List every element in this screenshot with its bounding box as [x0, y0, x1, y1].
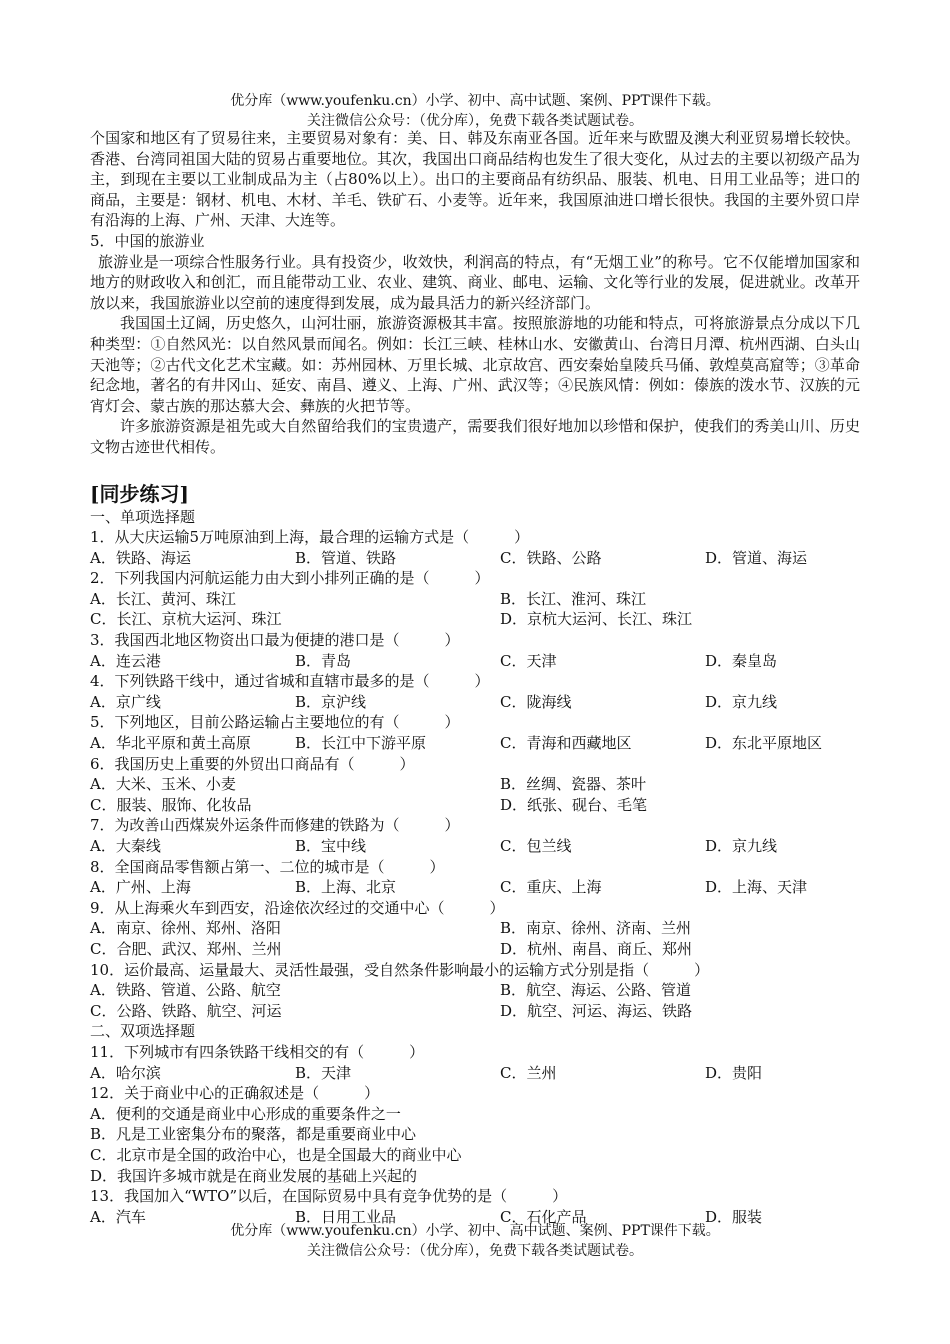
document-body: [90, 128, 860, 1227]
option-b: B．长江中下游平原: [295, 734, 427, 753]
option-d: D．上海、天津: [705, 878, 808, 897]
option-d: D．秦皇岛: [705, 651, 778, 670]
question-6-options-cd: [90, 795, 860, 816]
option-a: A．大秦线: [90, 837, 161, 855]
question-13: 13．我国加入“WTO”以后，在国际贸易中具有竞争优势的是（ ）: [90, 1187, 568, 1206]
option-c: C．陇海线: [500, 692, 572, 711]
trade-paragraph: 个国家和地区有了贸易往来，主要贸易对象有：美、日、韩及东南亚各国。近年来与欧盟及澳大利亚贸易增长较快。香港、台湾同祖国大陆的贸易占重要地位。其次，我国出口商品结构也发生了很大变化，从过去的主要以初级产品为主，到现在主要以工业制成品为主（占80%以上）。出口的主要商品有纺织品、服装、机电、日用工业品等；进口的商品，主要是：钢材、机电、木材、羊毛、铁矿石、小麦等。近年来，我国原油进口增长很快。我国的主要外贸口岸有沿海的上海、广州、天津、大连等。: [90, 129, 860, 230]
option-a: A．华北平原和黄土高原: [90, 734, 251, 753]
option-c: C．包兰线: [500, 837, 572, 855]
section-heading-tourism: 5．中国的旅游业: [90, 231, 205, 250]
option-a: A．铁路、海运: [90, 548, 191, 567]
option-c: C．服装、服饰、化妆品: [90, 795, 252, 814]
option-c: C．铁路、公路: [500, 548, 602, 567]
option-c: C．天津: [500, 651, 557, 670]
question-9-options-cd: [90, 939, 860, 960]
option-d: D．东北平原地区: [705, 734, 823, 753]
question-5: 5．下列地区，目前公路运输占主要地位的有（ ）: [90, 713, 460, 732]
page-header: [90, 91, 860, 131]
question-6-options-ab: [90, 774, 860, 795]
question-7-options: [90, 836, 860, 857]
question-5-options: [90, 733, 860, 754]
option-a: A．便利的交通是商业中心形成的重要条件之一: [90, 1104, 401, 1123]
question-3-options: [90, 651, 860, 672]
option-c: C．兰州: [500, 1063, 557, 1082]
question-11: 11．下列城市有四条铁路干线相交的有（ ）: [90, 1042, 425, 1061]
option-d: D．京九线: [705, 692, 778, 711]
option-d: D．贵阳: [705, 1063, 763, 1082]
footer-line-1: 优分库（www.youfenku.cn）小学、初中、高中试题、案例、PPT课件下载。: [230, 1223, 720, 1239]
question-1: 1．从大庆运输5万吨原油到上海，最合理的运输方式是（ ）: [90, 528, 530, 547]
part-heading-single: 一、单项选择题: [90, 507, 196, 526]
question-7: 7．为改善山西煤炭外运条件而修建的铁路为（ ）: [90, 816, 460, 835]
option-b: B．南京、徐州、济南、兰州: [500, 919, 692, 938]
option-b: B．上海、北京: [295, 878, 397, 897]
question-4-options: [90, 692, 860, 713]
option-a: A．哈尔滨: [90, 1063, 161, 1082]
option-b: B．凡是工业密集分布的聚落，都是重要商业中心: [90, 1125, 417, 1144]
question-6: 6．我国历史上重要的外贸出口商品有（ ）: [90, 754, 415, 773]
option-a: A．长江、黄河、珠江: [90, 589, 236, 608]
question-10-options-cd: [90, 1001, 860, 1022]
question-10: 10．运价最高、运量最大、灵活性最强，受自然条件影响最小的运输方式分别是指（ ）: [90, 960, 710, 979]
option-a: A．连云港: [90, 651, 161, 670]
question-12: 12．关于商业中心的正确叙述是（ ）: [90, 1084, 380, 1103]
question-2-options-ab: [90, 589, 860, 610]
option-d: D．杭州、南昌、商丘、郑州: [500, 939, 693, 958]
option-b: B．天津: [295, 1063, 352, 1082]
option-a: A．京广线: [90, 692, 161, 711]
tourism-paragraph-2: 我国国土辽阔，历史悠久，山河壮丽，旅游资源极其丰富。按照旅游地的功能和特点，可将旅游景点分成以下几种类型：①自然风光：以自然风景而闻名。例如：长江三峡、桂林山水、安徽黄山、台湾日月潭、杭州西湖、白头山天池等；②古代文化艺术宝藏。如：苏州园林、万里长城、北京故宫、西安秦始皇陵兵马俑、敦煌莫高窟等；③革命纪念地，著名的有井冈山、延安、南昌、遵义、上海、广州、武汉等；④民族风情：例如：傣族的泼水节、汉族的元宵灯会、蒙古族的那达慕大会、彝族的火把节等。: [90, 314, 860, 415]
page-footer: [90, 1221, 860, 1261]
tourism-paragraph-1: 旅游业是一项综合性服务行业。具有投资少，收效快，利润高的特点，有“无烟工业”的称号。它不仅能增加国家和地方的财政收入和创汇，而且能带动工业、农业、建筑、商业、邮电、运输、文化等行业的发展，促进就业。改革开放以来，我国旅游业以空前的速度得到发展，成为最具活力的新兴经济部门。: [90, 252, 860, 312]
option-b: B．管道、铁路: [295, 548, 397, 567]
question-8-options: [90, 877, 860, 898]
option-b: B．日用工业品: [295, 1207, 397, 1226]
option-b: B．丝绸、瓷器、茶叶: [500, 775, 647, 794]
option-c: C．石化产品: [500, 1207, 587, 1226]
question-1-options: [90, 548, 860, 569]
question-2-options-cd: [90, 609, 860, 630]
part-heading-double: 二、双项选择题: [90, 1022, 196, 1041]
option-d: D．京杭大运河、长江、珠江: [500, 610, 693, 629]
question-8: 8．全国商品零售额占第一、二位的城市是（ ）: [90, 857, 445, 876]
option-a: A．南京、徐州、郑州、洛阳: [90, 919, 281, 938]
option-c: C．重庆、上海: [500, 878, 602, 897]
question-9-options-ab: [90, 918, 860, 939]
question-2: 2．下列我国内河航运能力由大到小排列正确的是（ ）: [90, 569, 490, 588]
option-c: C．公路、铁路、航空、河运: [90, 1001, 282, 1020]
option-b: B．青岛: [295, 651, 352, 670]
question-10-options-ab: [90, 980, 860, 1001]
option-d: D．航空、河运、海运、铁路: [500, 1001, 693, 1020]
option-b: B．京沪线: [295, 692, 367, 711]
header-line-1: 优分库（www.youfenku.cn）小学、初中、高中试题、案例、PPT课件下载。: [230, 93, 720, 109]
header-line-2: 关注微信公众号：（优分库），免费下载各类试题试卷。: [307, 113, 643, 129]
question-3: 3．我国西北地区物资出口最为便捷的港口是（ ）: [90, 631, 460, 650]
option-a: A．汽车: [90, 1207, 146, 1226]
question-4: 4．下列铁路干线中，通过省城和直辖市最多的是（ ）: [90, 672, 490, 691]
question-11-options: [90, 1063, 860, 1084]
option-d: D．服装: [705, 1207, 763, 1226]
option-c: C．青海和西藏地区: [500, 734, 632, 753]
option-b: B．宝中线: [295, 837, 367, 855]
tourism-paragraph-3: 许多旅游资源是祖先或大自然留给我们的宝贵遗产，需要我们很好地加以珍惜和保护，使我们的秀美山川、历史文物古迹世代相传。: [90, 417, 860, 456]
option-d: D．京九线: [705, 837, 778, 855]
option-a: A．大米、玉米、小麦: [90, 775, 236, 794]
option-d: D．管道、海运: [705, 548, 808, 567]
option-c: C．合肥、武汉、郑州、兰州: [90, 939, 282, 958]
option-d: D．我国许多城市就是在商业发展的基础上兴起的: [90, 1166, 418, 1185]
footer-line-2: 关注微信公众号：（优分库），免费下载各类试题试卷。: [307, 1243, 643, 1259]
option-b: B．航空、海运、公路、管道: [500, 981, 692, 1000]
question-9: 9．从上海乘火车到西安，沿途依次经过的交通中心（ ）: [90, 898, 505, 917]
option-c: C．北京市是全国的政治中心，也是全国最大的商业中心: [90, 1145, 462, 1164]
option-c: C．长江、京杭大运河、珠江: [90, 610, 282, 629]
option-a: A．铁路、管道、公路、航空: [90, 981, 281, 1000]
option-a: A．广州、上海: [90, 878, 191, 897]
option-d: D．纸张、砚台、毛笔: [500, 795, 648, 814]
exercise-title: [同步练习]: [90, 481, 189, 506]
option-b: B．长江、淮河、珠江: [500, 589, 647, 608]
